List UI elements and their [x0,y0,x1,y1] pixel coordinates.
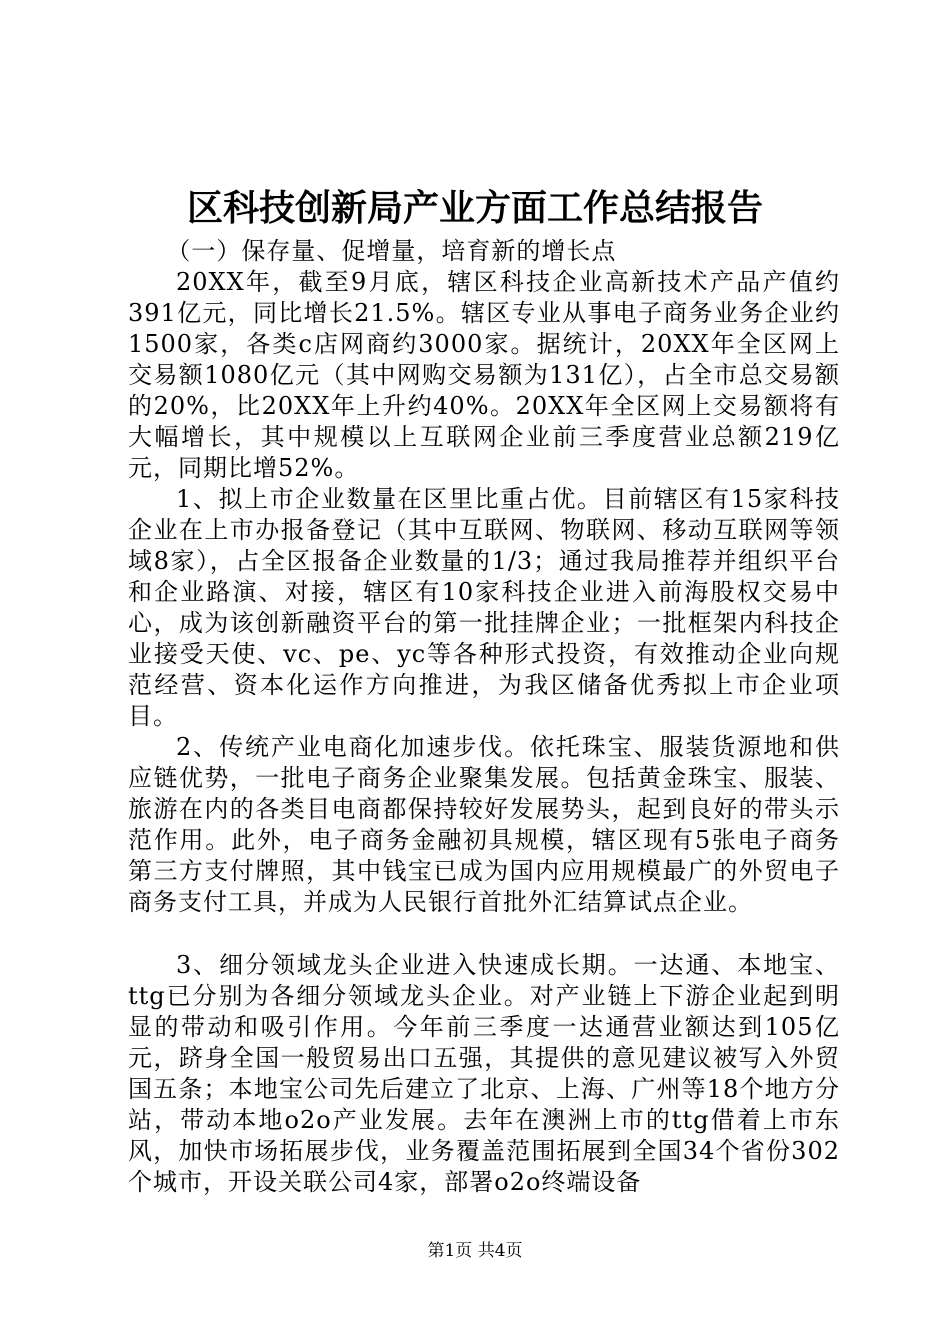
document-body [128,236,840,1198]
section-heading: （一）保存量、促增量，培育新的增长点 [166,237,617,265]
document-title: 区科技创新局产业方面工作总结报告 [186,187,763,229]
page-footer: 第1页 共4页 [427,1241,523,1261]
body-paragraph: 3、细分领域龙头企业进入快速成长期。一达通、本地宝、ttg已分别为各细分领域龙头企业。对产业链上下游企业起到明显的带动和吸引作用。今年前三季度一达通营业额达到105亿元，跻身全国一般贸易出口五强，其提供的意见建议被写入外贸国五条；本地宝公司先后建立了北京、上海、广州等18个地方分站，带动本地o2o产业发展。去年在澳洲上市的ttg借着上市东风，加快市场拓展步伐，业务覆盖范围拓展到全国34个省份302个城市，开设关联公司4家，部署o2o终端设备 [128,951,840,1196]
body-paragraph: 1、拟上市企业数量在区里比重占优。目前辖区有15家科技企业在上市办报备登记（其中互联网、物联网、移动互联网等领域8家），占全区报备企业数量的1/3；通过我局推荐并组织平台和企业路演、对接，辖区有10家科技企业进入前海股权交易中心，成为该创新融资平台的第一批挂牌企业；一批框架内科技企业接受天使、vc、pe、yc等各种形式投资，有效推动企业向规范经营、资本化运作方向推进，为我区储备优秀拟上市企业项目。 [128,485,840,730]
body-paragraph: 2、传统产业电商化加速步伐。依托珠宝、服装货源地和供应链优势，一批电子商务企业聚集发展。包括黄金珠宝、服装、旅游在内的各类目电商都保持较好发展势头，起到良好的带头示范作用。此外，电子商务金融初具规模，辖区现有5张电子商务第三方支付牌照，其中钱宝已成为国内应用规模最广的外贸电子商务支付工具，并成为人民银行首批外汇结算试点企业。 [128,733,840,916]
body-paragraph: 20XX年，截至9月底，辖区科技企业高新技术产品产值约391亿元，同比增长21.5%。辖区专业从事电子商务业务企业约1500家，各类c店网商约3000家。据统计，20XX年全区网上交易额1080亿元（其中网购交易额为131亿），占全市总交易额的20%，比20XX年上升约40%。20XX年全区网上交易额将有大幅增长，其中规模以上互联网企业前三季度营业总额219亿元，同期比增52%。 [128,268,840,482]
